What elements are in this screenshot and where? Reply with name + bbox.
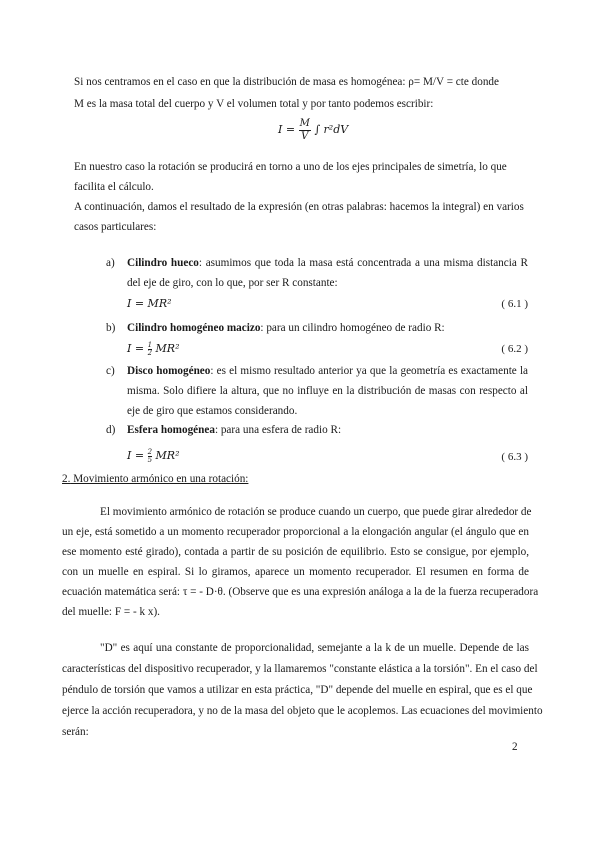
rotation-line-1: En nuestro caso la rotación se producirá en torno a uno de los ejes principales de simetría, lo que xyxy=(74,161,507,173)
item-d-fraction-denominator: 5 xyxy=(147,455,153,464)
item-d-title: Esfera homogénea xyxy=(127,424,215,436)
item-b-marker: b) xyxy=(106,322,116,334)
item-c-line-2: misma. Solo difiere la altura, que no influye en la distribución de masas con respecto al xyxy=(127,385,528,397)
constant-line-3: péndulo de torsión que vamos a utilizar en esta práctica, "D" depende del muelle en espiral, que es el que xyxy=(62,684,533,696)
item-b-title: Cilindro homogéneo macizo xyxy=(127,322,261,334)
item-a-title: Cilindro hueco xyxy=(127,257,199,269)
item-b-formula-rhs: MR² xyxy=(155,342,180,355)
item-a-line-2: del eje de giro, con lo que, por ser R constante: xyxy=(127,277,338,289)
rotation-line-2: facilita el cálculo. xyxy=(74,181,154,193)
item-d-fraction-numerator: 2 xyxy=(147,447,153,456)
item-d-formula-rhs: MR² xyxy=(155,449,180,462)
constant-line-1: "D" es aquí una constante de proporcionalidad, semejante a la k de un muelle. Depende de las xyxy=(100,642,529,654)
constant-line-5: serán: xyxy=(62,726,89,738)
item-d-line-1 xyxy=(127,423,341,437)
item-b-formula xyxy=(127,339,180,359)
page-number: 2 xyxy=(512,741,518,753)
equation-fraction xyxy=(299,118,311,143)
item-c-line-3: eje de giro que estamos considerando. xyxy=(127,405,298,417)
section-2-heading xyxy=(62,472,248,486)
armonic-line-1: El movimiento armónico de rotación se produce cuando un cuerpo, que puede girar alrededor de xyxy=(100,506,532,518)
constant-line-2: características del dispositivo recuperador, y la llamaremos "constante elástica a la torsión". En el caso del xyxy=(62,663,538,675)
item-d-marker: d) xyxy=(106,424,116,436)
item-a-equation-number: ( 6.1 ) xyxy=(501,298,528,310)
item-d-formula-lhs: I = xyxy=(127,449,145,462)
item-d-formula xyxy=(127,446,180,466)
equation-rhs: ∫ r²dV xyxy=(314,123,349,136)
item-d-equation-number: ( 6.3 ) xyxy=(501,451,528,463)
item-a-marker: a) xyxy=(106,257,115,269)
equation-lhs: I = xyxy=(278,123,296,136)
fraction-denominator: V xyxy=(301,130,309,142)
item-a-line-1 xyxy=(127,256,528,270)
armonic-line-6: del muelle: F = - k x). xyxy=(62,606,160,618)
fraction-numerator: M xyxy=(299,117,310,129)
section-2-number: 2. xyxy=(62,473,71,485)
armonic-line-2: un eje, está sometido a un momento recuperador proporcional a la elongación angular (el ángulo que en xyxy=(62,526,529,538)
armonic-line-5: ecuación matemática será: τ = - D·θ. (Observe que es una expresión análoga a la de la fuerza recuperadora xyxy=(62,586,539,598)
item-d-text-1: : para una esfera de radio R: xyxy=(214,424,342,436)
item-c-title: Disco homogéneo xyxy=(127,365,211,377)
item-b-equation-number: ( 6.2 ) xyxy=(501,343,528,355)
item-c-text-1: : es el mismo resultado anterior ya que la geometría es exactamente la xyxy=(210,365,529,377)
intro-line-2: M es la masa total del cuerpo y V el volumen total y por tanto podemos escribir: xyxy=(74,98,434,110)
equation-inertia-integral xyxy=(278,112,348,148)
item-b-text-1: : para un cilindro homogéneo de radio R: xyxy=(260,322,445,334)
intro-line-1: Si nos centramos en el caso en que la distribución de masa es homogénea: ρ= M/V = cte donde xyxy=(74,76,499,88)
item-b-fraction xyxy=(148,342,152,357)
rotation-line-4: casos particulares: xyxy=(74,221,157,233)
item-d-fraction xyxy=(148,449,152,464)
section-2-title: Movimiento armónico en una rotación: xyxy=(70,473,249,485)
item-b-formula-lhs: I = xyxy=(127,342,145,355)
rotation-line-3: A continuación, damos el resultado de la expresión (en otras palabras: hacemos la integral) en varios xyxy=(74,201,524,213)
armonic-line-4: con un muelle en espiral. Si lo giramos, aparece un momento recuperador. El resumen en forma de xyxy=(62,566,529,578)
item-c-line-1 xyxy=(127,364,528,378)
item-a-text-1: : asumimos que toda la masa está concentrada a una misma distancia R xyxy=(198,257,528,269)
item-b-line-1 xyxy=(127,321,445,335)
item-c-marker: c) xyxy=(106,365,115,377)
armonic-line-3: ese momento esté girado), contada a partir de su posición de equilibrio. Esto se consigue, por ejemplo, xyxy=(62,546,529,558)
constant-line-4: ejerce la acción recuperadora, y no de la masa del objeto que le acoplemos. Las ecuaciones del movimiento xyxy=(62,705,543,717)
item-b-fraction-denominator: 2 xyxy=(147,348,153,357)
item-b-fraction-numerator: 1 xyxy=(147,340,153,349)
item-a-formula: I = MR² xyxy=(127,297,172,310)
